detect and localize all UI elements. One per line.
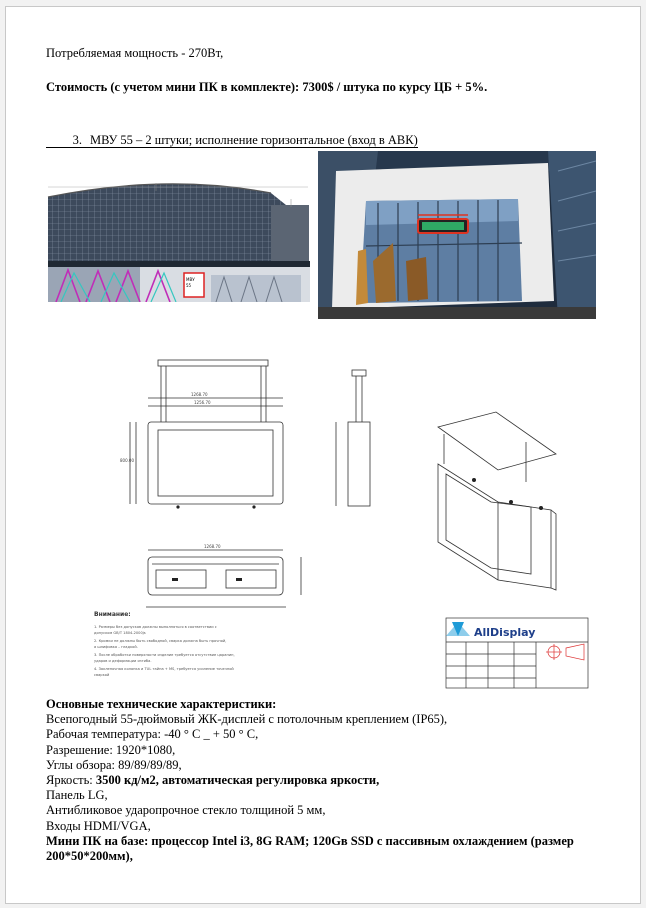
power-line: Потребляемая мощность - 270Вт, — [46, 46, 224, 60]
note-line: 3. После обработки поверхности изделие требуется отсутствие царапин, — [94, 653, 235, 657]
specs-section — [46, 697, 606, 864]
spec-resolution: Разрешение: 1920*1080, — [46, 742, 176, 757]
svg-text:1268.70: 1268.70 — [204, 544, 221, 549]
spec-viewing-angles: Углы обзора: 89/89/89/89, — [46, 757, 182, 772]
notes-title: Внимание: — [94, 611, 131, 618]
specs-title: Основные технические характеристики: — [46, 697, 277, 711]
svg-text:1268.70: 1268.70 — [191, 392, 208, 397]
note-line: а шлифовка – гладкой. — [94, 645, 138, 649]
spec-panel: Панель LG, — [46, 788, 108, 803]
note-line: допуском GB/T 1804-2000js — [94, 631, 146, 635]
note-line: 1. Размеры без допусков должны выполняться в соответствии с — [94, 625, 217, 629]
brightness-label: Яркость: — [46, 773, 96, 788]
svg-text:55: 55 — [186, 283, 192, 288]
note-line: 2. Кромки не должны быть свободной, сварка должна быть прочной, — [94, 639, 227, 643]
list-underline — [46, 147, 418, 148]
entrance-photo — [318, 151, 596, 319]
alldisplay-logo-icon — [446, 622, 470, 636]
spec-glass: Антибликовое ударопрочное стекло толщиной 5 мм, — [46, 803, 326, 818]
svg-text:МВУ: МВУ — [186, 277, 195, 282]
spec-inputs: Входы HDMI/VGA, — [46, 818, 151, 833]
spec-mini-pc: Мини ПК на базе: процессор Intel i3, 8G RAM; 120Gв SSD с пассивным охлаждением (размер 200*50*200мм), — [46, 833, 574, 864]
technical-drawing — [86, 342, 591, 692]
spec-brightness — [46, 773, 606, 788]
list-number: 3. — [72, 133, 82, 147]
note-line: 4. Заклепочная колонка и TUL тайна + MS, требуется усиление точечной — [94, 667, 234, 671]
note-line: ударов и деформации изгиба. — [94, 659, 152, 663]
brightness-value: 3500 кд/м2, автоматическая регулировка яркости, — [95, 773, 380, 788]
list-text: МВУ 55 – 2 штуки; исполнение горизонтальное (вход в АВК) — [90, 133, 418, 147]
note-line: сваркой — [94, 673, 110, 677]
alldisplay-logo: AllDisplay — [474, 626, 536, 639]
spec-temperature: Рабочая температура: -40 ° С _ + 50 ° С, — [46, 727, 259, 742]
list-item-3 — [46, 133, 418, 148]
spec-weatherproof: Всепогодный 55-дюймовый ЖК-дисплей с потолочным креплением (IP65), — [46, 712, 448, 727]
svg-text:1256.70: 1256.70 — [194, 400, 211, 405]
svg-text:800.00: 800.00 — [120, 458, 134, 463]
document-page — [5, 6, 641, 904]
building-facade-image — [46, 175, 316, 302]
cost-line: Стоимость (с учетом мини ПК в комплекте): 7300$ / штука по курсу ЦБ + 5%. — [46, 80, 488, 94]
